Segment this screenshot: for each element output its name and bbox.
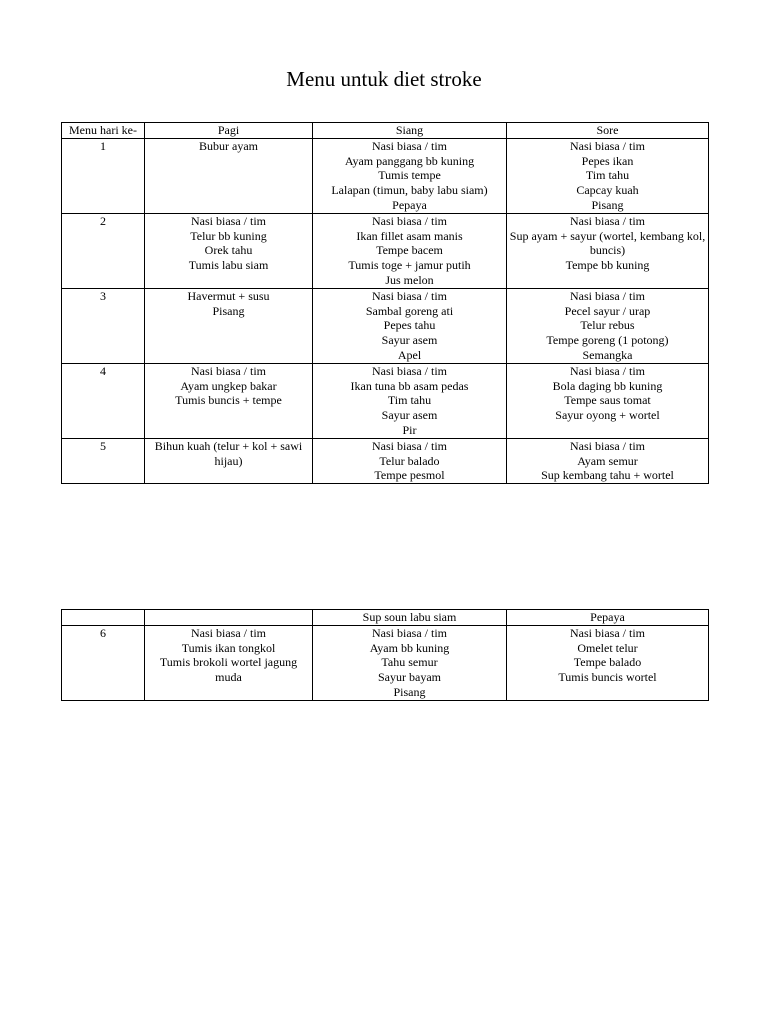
sore-cell [507,288,709,363]
menu-item: Telur bb kuning [190,228,267,243]
menu-item: Pepaya [392,197,427,212]
menu-item: Tumis ikan tongkol [181,640,276,655]
pagi-cell [145,438,313,483]
menu-item: Bubur ayam [199,138,258,153]
menu-item: Telur balado [379,453,440,468]
menu-item: Nasi biasa / tim [570,213,645,228]
sore-cell [507,438,709,483]
day-cell [62,610,145,626]
menu-item: Tumis tempe [378,168,441,183]
pagi-cell [145,625,313,700]
pagi-cell [145,610,313,626]
menu-item: Tumis toge + jamur putih [348,258,471,273]
menu-item: Sayur oyong + wortel [555,408,660,423]
menu-item: Ikan tuna bb asam pedas [350,378,469,393]
siang-cell [313,138,507,213]
menu-item: Tempe pesmol [374,468,445,483]
menu-item: Tempe bacem [376,243,443,258]
day-cell: 1 [62,138,145,213]
table-row [62,625,709,700]
menu-item: Nasi biasa / tim [570,438,645,453]
menu-item: Tumis buncis wortel [558,670,657,685]
menu-item: Nasi biasa / tim [372,288,447,303]
menu-item: Nasi biasa / tim [372,213,447,228]
column-header-siang: Siang [313,123,507,139]
menu-item: Tempe balado [573,655,642,670]
column-header-day: Menu hari ke- [62,123,145,139]
menu-item: Capcay kuah [576,183,639,198]
pagi-cell [145,288,313,363]
menu-item: Tumis buncis + tempe [175,393,282,408]
menu-item: Ikan fillet asam manis [356,228,463,243]
menu-item: Omelet telur [577,640,638,655]
menu-item: Tempe saus tomat [564,393,651,408]
table-row [62,138,709,213]
menu-table-body [62,138,709,483]
menu-item: Nasi biasa / tim [570,363,645,378]
menu-item: Ayam ungkep bakar [180,378,277,393]
menu-item: Pir [402,422,417,437]
menu-item: Nasi biasa / tim [570,625,645,640]
menu-table [61,122,709,484]
menu-item: Nasi biasa / tim [372,138,447,153]
menu-item: Orek tahu [204,243,253,258]
siang-cell: Sup soun labu siam [313,610,507,626]
menu-item: Nasi biasa / tim [191,213,266,228]
menu-item: Jus melon [385,272,434,287]
pagi-cell [145,138,313,213]
menu-item: Ayam panggang bb kuning [344,153,475,168]
menu-item: Tempe goreng (1 potong) [546,333,669,348]
menu-item: Sayur asem [381,333,438,348]
menu-item: Nasi biasa / tim [570,288,645,303]
menu-item: Lalapan (timun, baby labu siam) [331,183,488,198]
menu-table-continued-body [62,610,709,701]
menu-item: Nasi biasa / tim [570,138,645,153]
menu-item: Pepes tahu [383,318,436,333]
day-cell: 2 [62,213,145,288]
menu-item: Nasi biasa / tim [191,625,266,640]
sore-cell: Pepaya [507,610,709,626]
day-cell: 3 [62,288,145,363]
menu-item: Nasi biasa / tim [191,363,266,378]
menu-item: Nasi biasa / tim [372,438,447,453]
siang-cell [313,213,507,288]
table-row [62,213,709,288]
siang-cell [313,438,507,483]
menu-item: Apel [397,347,422,362]
menu-item: Pisang [591,197,624,212]
menu-item: Havermut + susu [187,288,270,303]
menu-item: Tempe bb kuning [565,258,650,273]
menu-item: Sup kembang tahu + wortel [541,468,674,483]
menu-item: Nasi biasa / tim [372,625,447,640]
column-header-sore: Sore [507,123,709,139]
day-cell: 6 [62,625,145,700]
menu-item: Sayur asem [381,408,438,423]
menu-item: Nasi biasa / tim [372,363,447,378]
siang-cell [313,288,507,363]
menu-item: Sambal goreng ati [365,303,454,318]
menu-item: Pisang [393,684,426,699]
sore-cell [507,625,709,700]
sore-cell [507,213,709,288]
pagi-cell [145,213,313,288]
day-cell: 5 [62,438,145,483]
menu-table-continued [61,609,709,701]
menu-item: Tim tahu [585,168,630,183]
menu-item: Tumis labu siam [188,258,269,273]
menu-item: Sup ayam + sayur (wortel, kembang kol, buncis) [509,228,706,258]
day-cell: 4 [62,363,145,438]
menu-item: Pisang [212,303,245,318]
menu-item: Bihun kuah (telur + kol + sawi hijau) [154,438,303,468]
table-row-continuation [62,610,709,626]
menu-item: Sayur bayam [378,670,441,685]
menu-item: Ayam semur [577,453,638,468]
sore-cell [507,138,709,213]
menu-item: Semangka [582,347,633,362]
table-row [62,438,709,483]
siang-cell [313,625,507,700]
table-row [62,363,709,438]
menu-item: Ayam bb kuning [369,640,450,655]
table-row [62,288,709,363]
menu-item: Bola daging bb kuning [552,378,663,393]
menu-item: Pecel sayur / urap [564,303,651,318]
menu-item: Tahu semur [381,655,438,670]
menu-item: Tumis brokoli wortel jagung muda [159,655,298,685]
page-title: Menu untuk diet stroke [286,67,482,91]
menu-item: Pepes ikan [581,153,634,168]
menu-item: Tim tahu [387,393,432,408]
column-header-pagi: Pagi [145,123,313,139]
sore-cell [507,363,709,438]
menu-item: Telur rebus [580,318,635,333]
table-header-row [62,123,709,139]
siang-cell [313,363,507,438]
pagi-cell [145,363,313,438]
